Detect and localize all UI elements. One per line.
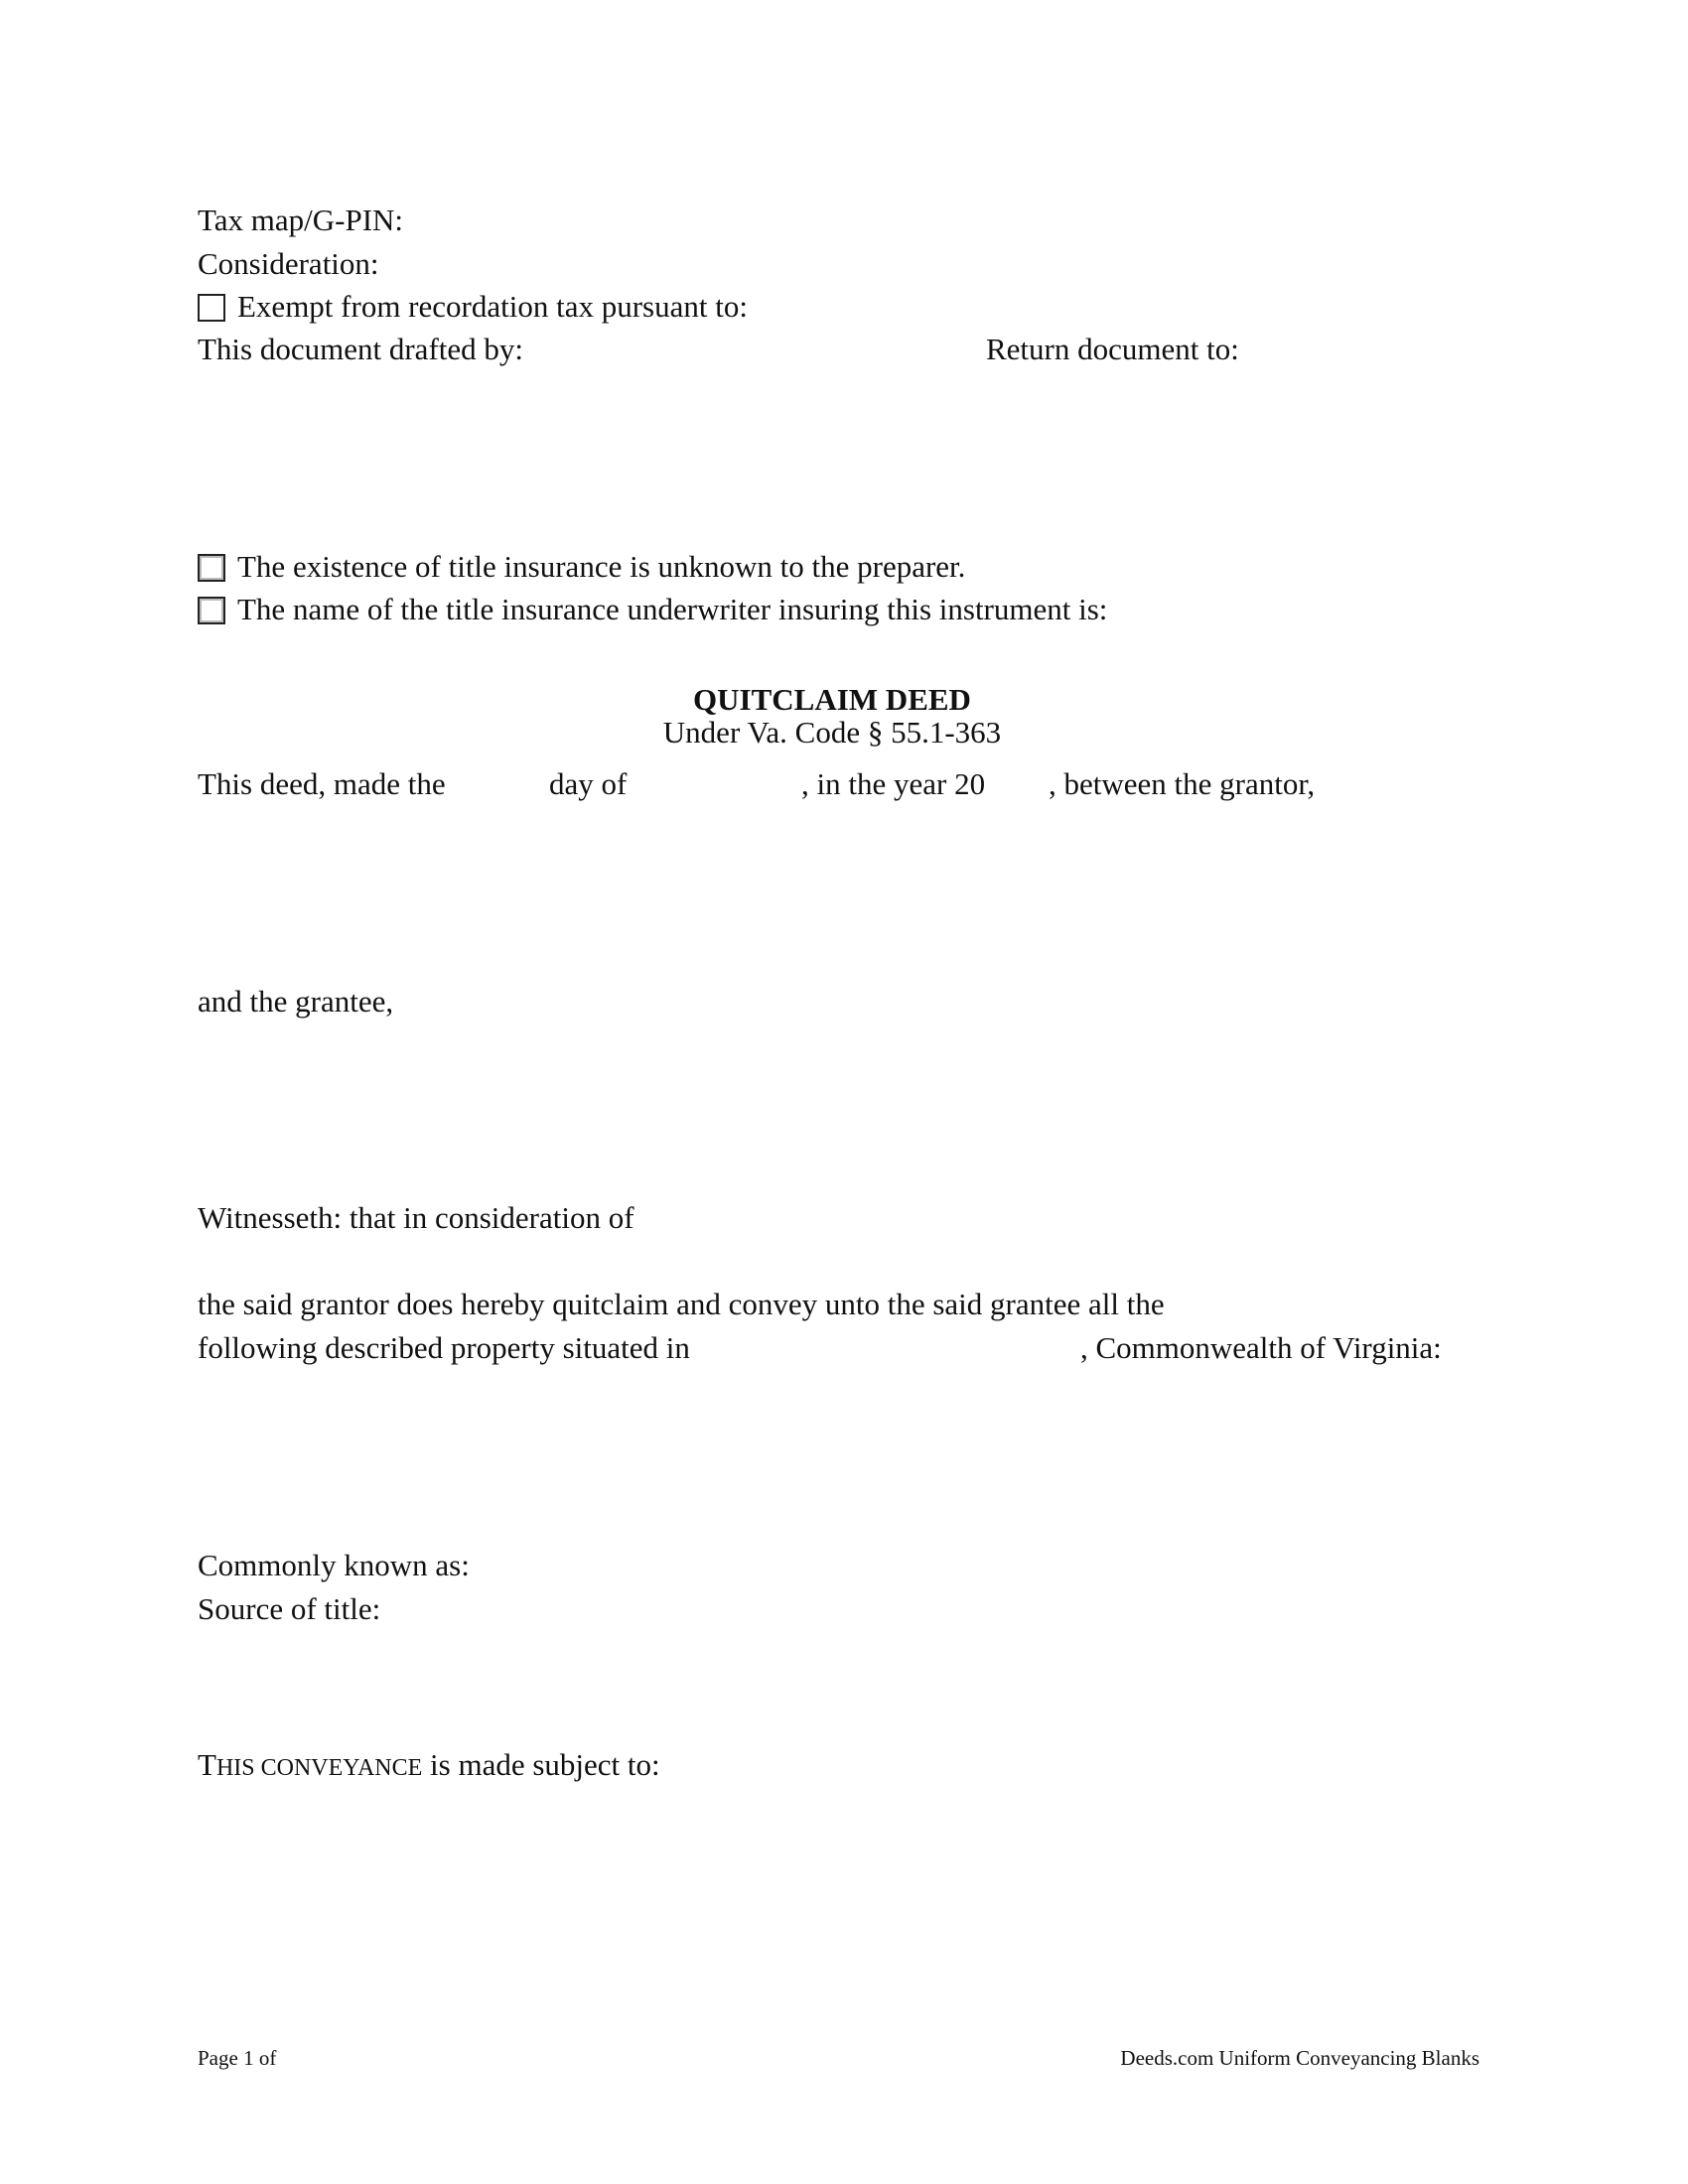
title-insurance-unknown-checkbox[interactable]: [198, 554, 225, 582]
footer-brand: Deeds.com Uniform Conveyancing Blanks: [1120, 2046, 1479, 2070]
exempt-row: [198, 291, 748, 322]
deed-day-of: day of: [549, 766, 628, 801]
exempt-label: Exempt from recordation tax pursuant to:: [237, 289, 748, 324]
deed-subtitle: Under Va. Code § 55.1-363: [662, 715, 1002, 750]
subject-to-label: THIS CONVEYANCE is made subject to:: [198, 1747, 660, 1782]
deed-made-the: This deed, made the: [198, 766, 446, 801]
return-to-label: Return document to:: [986, 332, 1239, 366]
commonly-known-label: Commonly known as:: [198, 1548, 470, 1582]
convey-line-2-end: , Commonwealth of Virginia:: [1080, 1330, 1442, 1365]
deed-in-year: , in the year 20: [801, 766, 986, 801]
title-insurance-unknown-label: The existence of title insurance is unknown to the preparer.: [237, 549, 966, 584]
consideration-label: Consideration:: [198, 246, 379, 281]
source-of-title-label: Source of title:: [198, 1591, 381, 1626]
title-insurance-underwriter-label: The name of the title insurance underwriter insuring this instrument is:: [237, 592, 1108, 626]
grantee-label: and the grantee,: [198, 984, 394, 1019]
title-insurance-underwriter-row: [198, 594, 1107, 624]
convey-line-1: the said grantor does hereby quitclaim and convey unto the said grantee all the: [198, 1287, 1165, 1321]
witnesseth-label: Witnesseth: that in consideration of: [198, 1200, 634, 1235]
title-insurance-underwriter-checkbox[interactable]: [198, 597, 225, 624]
deed-between-grantor: , between the grantor,: [1049, 766, 1316, 801]
page-number: Page 1 of: [198, 2046, 277, 2070]
drafted-by-label: This document drafted by:: [198, 332, 523, 366]
exempt-checkbox[interactable]: [198, 294, 225, 322]
tax-map-label: Tax map/G-PIN:: [198, 203, 404, 237]
deed-title: QUITCLAIM DEED: [693, 682, 971, 717]
convey-line-2: following described property situated in: [198, 1330, 690, 1365]
title-insurance-unknown-row: [198, 551, 965, 582]
